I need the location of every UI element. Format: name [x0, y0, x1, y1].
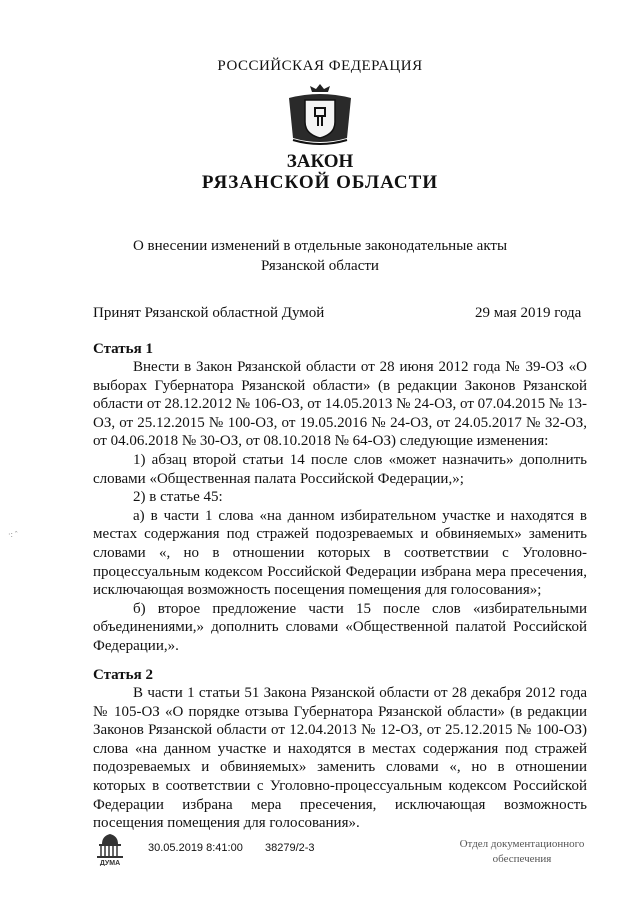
- article-2-paragraph: В части 1 статьи 51 Закона Рязанской области от 28 декабря 2012 года № 105-ОЗ «О порядке отзыва Губернатора Рязанской области» (в редакции Законов Рязанской области от 12.04.2013 № 12-ОЗ, от 25.12.2015 № 100-ОЗ) слова «на данном участке и находятся в местах содержания под стражей подозреваемых и обвиняемых» заменить словами «, но в отношении которых в соответствии с Уголовно-процессуальным кодексом Российской Федерации избрана мера пресечения, исключающая возможность посещения помещения для голосования».: [93, 685, 587, 832]
- stamp-line-2: обеспечения: [492, 853, 552, 865]
- coat-of-arms-icon: [285, 82, 355, 146]
- article-1-paragraph: 2) в статье 45:: [133, 489, 223, 506]
- stamp-line-1: Отдел документационного: [459, 838, 585, 850]
- article-2-heading: Статья 2: [93, 667, 153, 683]
- law-subtitle: [0, 236, 640, 276]
- article-1-body: [93, 358, 587, 656]
- subtitle-line-2: Рязанской области: [261, 258, 379, 274]
- logo-text: ДУМА: [99, 860, 121, 866]
- article-1-heading: Статья 1: [93, 341, 153, 357]
- region-title: РЯЗАНСКОЙ ОБЛАСТИ: [201, 172, 439, 193]
- adoption-date: 29 мая 2019 года: [475, 305, 582, 321]
- article-1-paragraph: Внести в Закон Рязанской области от 28 июня 2012 года № 39-ОЗ «О выборах Губернатора Рязанской области» (в редакции Законов Рязанской области от 28.12.2012 № 106-ОЗ, от 14.05.2013 № 24-ОЗ, от 07.04.2015 № 13-ОЗ, от 25.12.2015 № 100-ОЗ, от 19.05.2016 № 24-ОЗ, от 24.05.2017 № 32-ОЗ, от 04.06.2018 № 30-ОЗ, от 08.10.2018 № 64-ОЗ) следующие изменения:: [93, 359, 587, 450]
- country-name: РОССИЙСКАЯ ФЕДЕРАЦИЯ: [217, 58, 423, 74]
- duma-building-logo-icon: [93, 832, 127, 866]
- article-1-paragraph: б) второе предложение части 15 после слов «избирательными объединениями,» дополнить словами «Общественной палатой Российской Федерации,».: [93, 600, 587, 654]
- scan-artifact: ·: ˆ: [8, 530, 18, 539]
- law-title: ЗАКОН: [286, 151, 354, 172]
- document-number: 38279/2-3: [265, 842, 315, 854]
- article-2-body: [93, 684, 587, 833]
- article-1-paragraph: а) в части 1 слова «на данном избирательном участке и находятся в местах содержания под стражей подозреваемых и обвиняемых» заменить словами «, но в отношении которых в соответствии с Уголовно-процессуальным кодексом Российской Федерации избрана мера пресечения, исключающая возможность посещения помещения для голосования»;: [93, 507, 587, 599]
- article-1-paragraph: 1) абзац второй статьи 14 после слов «может назначить» дополнить словами «Общественная палата Российской Федерации,»;: [93, 451, 587, 487]
- subtitle-line-1: О внесении изменений в отдельные законодательные акты: [132, 238, 508, 254]
- adoption-text: Принят Рязанской областной Думой: [93, 305, 325, 321]
- registration-datetime: 30.05.2019 8:41:00: [148, 842, 243, 854]
- department-stamp: [446, 837, 598, 867]
